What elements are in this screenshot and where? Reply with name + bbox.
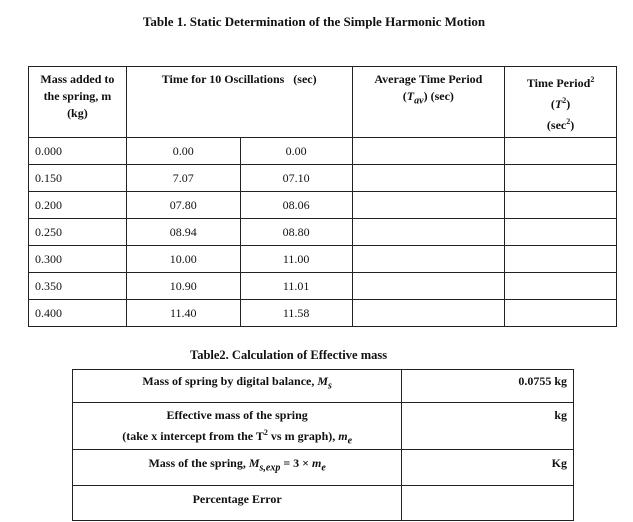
spring-mass-label: Mass of spring by digital balance, $M_s$ — [73, 370, 402, 403]
experimental-mass-value: Kg — [402, 450, 574, 486]
time2-cell: 08.06 — [240, 192, 352, 219]
period-squared-cell — [505, 138, 617, 165]
period-squared-cell — [505, 165, 617, 192]
table-row — [73, 450, 574, 486]
spring-mass-value: 0.0755 kg — [402, 370, 574, 403]
table2-title: Table2. Calculation of Effective mass — [190, 348, 388, 362]
mass-cell: 0.350 — [29, 273, 127, 300]
table-row — [73, 403, 574, 450]
effective-mass-table — [72, 369, 574, 521]
mass-cell: 0.400 — [29, 300, 127, 327]
effective-mass-label: Effective mass of the spring (take x intercept from the $T^2$ vs m graph), $m_e$ — [73, 403, 402, 450]
time1-cell: 07.80 — [126, 192, 240, 219]
mass-cell: 0.000 — [29, 138, 127, 165]
period-squared-cell — [505, 192, 617, 219]
header-average-time-period: Average Time Period $(T_{av})$ (sec) — [352, 67, 505, 138]
table-row — [73, 370, 574, 403]
percentage-error-label: Percentage Error — [73, 486, 402, 521]
average-cell — [352, 273, 505, 300]
time2-cell: 11.01 — [240, 273, 352, 300]
average-cell — [352, 246, 505, 273]
average-cell — [352, 165, 505, 192]
average-cell — [352, 300, 505, 327]
percentage-error-value — [402, 486, 574, 521]
experimental-mass-label: Mass of the spring, $M_{s,exp} = 3 \times m_e$ — [73, 450, 402, 486]
period-squared-cell — [505, 246, 617, 273]
time1-cell: 08.94 — [126, 219, 240, 246]
time1-cell: 7.07 — [126, 165, 240, 192]
time2-cell: 07.10 — [240, 165, 352, 192]
time2-cell: 0.00 — [240, 138, 352, 165]
table-row — [29, 165, 617, 192]
effective-mass-value: kg — [402, 403, 574, 450]
mass-cell: 0.250 — [29, 219, 127, 246]
header-time-period-squared: Time Period$^2$ $(T^2)$ $(\sec^2)$ — [505, 67, 617, 138]
period-squared-cell — [505, 219, 617, 246]
period-squared-cell — [505, 300, 617, 327]
time2-cell: 11.58 — [240, 300, 352, 327]
time1-cell: 10.00 — [126, 246, 240, 273]
header-mass: Mass added to the spring, m (kg) — [29, 67, 127, 138]
average-cell — [352, 192, 505, 219]
time2-cell: 08.80 — [240, 219, 352, 246]
average-cell — [352, 219, 505, 246]
mass-cell: 0.200 — [29, 192, 127, 219]
mass-cell: 0.150 — [29, 165, 127, 192]
time1-cell: 10.90 — [126, 273, 240, 300]
time1-cell: 11.40 — [126, 300, 240, 327]
table-row — [29, 246, 617, 273]
table-row — [29, 300, 617, 327]
table-row — [29, 192, 617, 219]
table-row — [73, 486, 574, 521]
time2-cell: 11.00 — [240, 246, 352, 273]
table-row — [29, 138, 617, 165]
shm-data-table — [28, 66, 617, 327]
mass-cell: 0.300 — [29, 246, 127, 273]
table-row — [29, 219, 617, 246]
table-row — [29, 273, 617, 300]
average-cell — [352, 138, 505, 165]
time1-cell: 0.00 — [126, 138, 240, 165]
table1-title: Table 1. Static Determination of the Simple Harmonic Motion — [142, 14, 486, 29]
period-squared-cell — [505, 273, 617, 300]
header-time-10-oscillations: Time for 10 Oscillations (sec) — [126, 67, 352, 138]
